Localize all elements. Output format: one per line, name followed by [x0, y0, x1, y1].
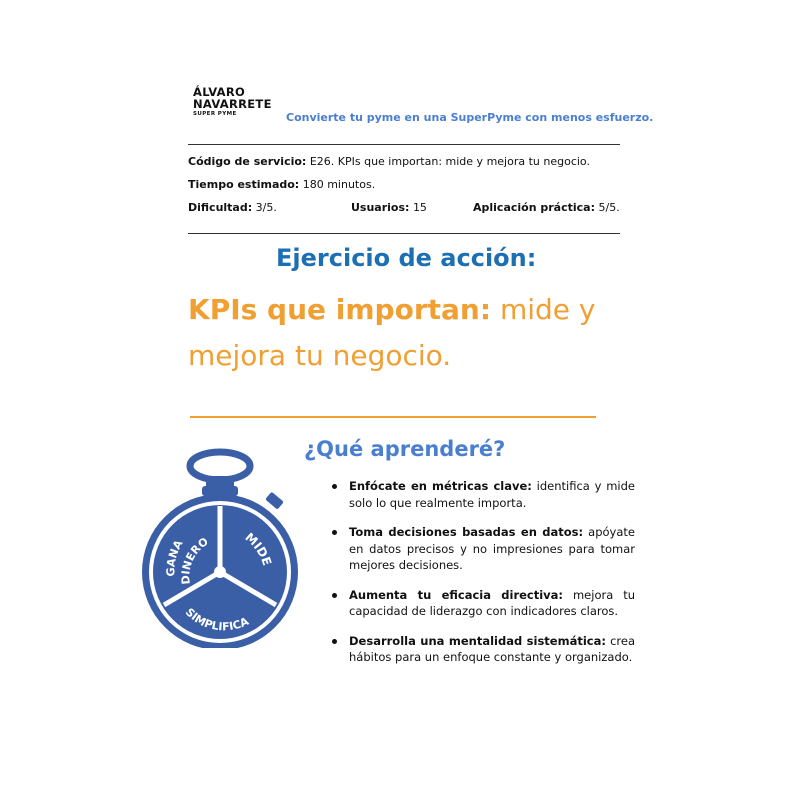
exercise-title-strong: KPIs que importan:: [188, 293, 492, 326]
list-item-bold: Aumenta tu eficacia directiva:: [349, 587, 564, 602]
list-item: [330, 478, 635, 511]
estimated-time: [188, 178, 375, 191]
users-value: 15: [412, 201, 427, 214]
difficulty: [188, 201, 277, 214]
list-item-text: crea hábitos para un enfoque constante y organizado.: [349, 633, 635, 664]
list-item-text: identifica y mide solo lo que realmente importa.: [349, 479, 635, 510]
brand-logo: [193, 86, 283, 117]
difficulty-label: Dificultad:: [188, 201, 253, 214]
service-code-value: E26. KPIs que importan: mide y mejora tu negocio.: [309, 155, 590, 168]
estimated-time-label: Tiempo estimado:: [188, 178, 300, 191]
users-label: Usuarios:: [351, 201, 410, 214]
tagline: Convierte tu pyme en una SuperPyme con menos esfuerzo.: [286, 111, 654, 124]
service-code: [188, 155, 590, 168]
segment-label-mide: MIDE: [242, 530, 275, 568]
exercise-title-rest: mide y mejora tu negocio.: [188, 293, 596, 372]
estimated-time-value: 180 minutos.: [302, 178, 376, 191]
list-item-bold: Enfócate en métricas clave:: [349, 479, 532, 493]
bullet-icon: [332, 593, 337, 598]
learning-list: [330, 478, 635, 679]
list-item: [330, 633, 635, 666]
practical-application-label: Aplicación práctica:: [473, 201, 595, 214]
segment-label-gana: GANA: [164, 537, 186, 577]
difficulty-value: 3/5.: [255, 201, 277, 214]
list-item-bold: Toma decisiones basadas en datos:: [349, 525, 584, 539]
exercise-title: [188, 287, 638, 379]
segment-label-dinero: DINERO: [179, 534, 211, 585]
list-item-text: mejora tu capacidad de liderazgo con indicadores claros.: [349, 587, 635, 618]
list-item: [330, 524, 635, 574]
exercise-heading: Ejercicio de acción:: [276, 244, 537, 272]
logo-line-2: NAVARRETE: [193, 97, 272, 111]
divider-top: [188, 144, 620, 145]
list-item-text: apóyate en datos precisos y no impresiones para tomar mejores decisiones.: [349, 525, 635, 572]
list-item: [330, 587, 635, 620]
learn-heading: ¿Qué aprenderé?: [304, 437, 506, 461]
logo-line-3: SUPER PYME: [193, 111, 237, 117]
list-item-bold: Desarrolla una mentalidad sistemática:: [349, 633, 606, 648]
practical-application-value: 5/5.: [598, 201, 620, 214]
bullet-icon: [332, 484, 337, 489]
orange-divider: [190, 416, 596, 418]
bullet-icon: [332, 530, 337, 535]
users: [351, 201, 427, 214]
logo-line-1: ÁLVARO: [193, 85, 246, 99]
bullet-icon: [332, 639, 337, 644]
stopwatch-icon: [140, 448, 300, 648]
divider-bottom: [188, 233, 620, 234]
segment-label-simplifica: SIMPLIFICA: [182, 605, 251, 634]
service-code-label: Código de servicio:: [188, 155, 307, 168]
practical-application: [473, 201, 620, 214]
